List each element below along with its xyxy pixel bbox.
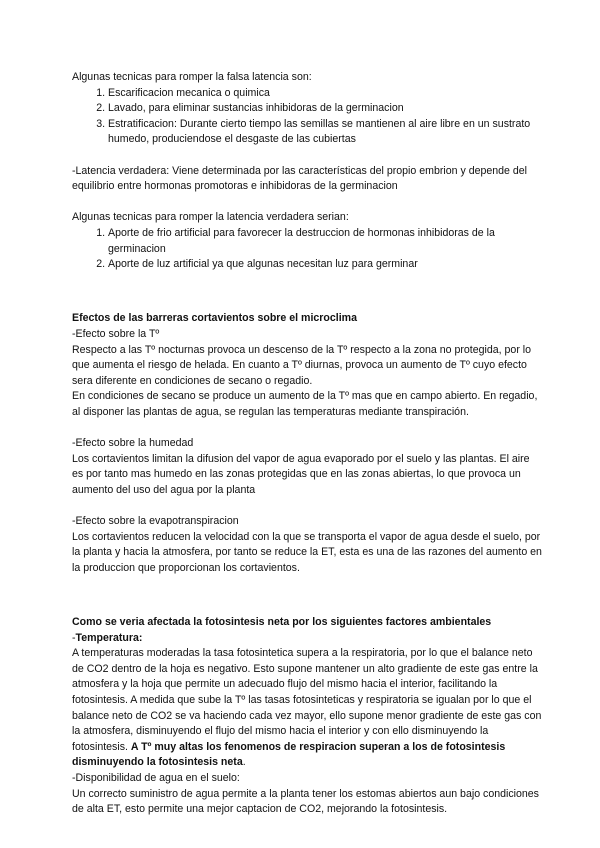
windbreak-heading: Efectos de las barreras cortavientos sobre el microclima — [72, 312, 357, 325]
paragraph-text: A temperaturas moderadas la tasa fotosintetica supera a la respiratoria, por lo que el balance neto de CO2 dentro de la hoja es negativo. Esto supone mantener un alto gradiente de este gas entre la atmosfera y la hoja que permite un adecuado flujo del mismo hacia el interior, facilitando la fotosintesis. A medida que sube la Tº las tasas fotosinteticas y respiratoria se igualan por lo que el balance neto de CO2 se va haciendo cada vez mayor, ello supone menor gradiente de este gas con la atmosfera, disminuyendo el flujo del mismo hacia el interior y con ello disminuyendo la fotosintesis. — [72, 647, 542, 753]
list-item: 2. Aporte de luz artificial ya que algunas necesitan luz para germinar — [108, 257, 542, 273]
list-item: 3. Estratificacion: Durante cierto tiempo las semillas se mantienen al aire libre en un sustrato humedo, produciendose el desgaste de las cubiertas — [108, 117, 542, 148]
document-body — [72, 70, 542, 818]
label-prefix: - — [72, 631, 76, 644]
list-item: 1. Aporte de frio artificial para favorecer la destruccion de hormonas inhibidoras de la germinacion — [108, 226, 542, 257]
true-latency-list — [72, 226, 542, 273]
true-latency-intro: Algunas tecnicas para romper la latencia verdadera serian: — [72, 211, 349, 224]
list-item: 1. Escarificacion mecanica o quimica — [108, 86, 542, 102]
water-factor-paragraph: Un correcto suministro de agua permite a la planta tener los estomas abiertos aun bajo condiciones de alta ET, esto permite una mejor captacion de CO2, mejorando la fotosintesis. — [72, 787, 539, 816]
true-latency-paragraph: -Latencia verdadera: Viene determinada por las características del propio embrion y depende del equilibrio entre hormonas promotoras e inhibidoras de la germinacion — [72, 164, 528, 193]
paragraph-bold-text: A Tº muy altas los fenomenos de respiracion superan a los de fotosintesis disminuyendo la fotosintesis neta — [72, 740, 506, 769]
humidity-paragraph: Los cortavientos limitan la difusion del vapor de agua evaporado por el suelo y las plantas. El aire es por tanto mas humedo en las zonas protegidas que en las zonas abiertas, lo que provoca un aumento del uso del agua por la planta — [72, 452, 530, 496]
water-factor-label: -Disponibilidad de agua en el suelo: — [72, 771, 240, 784]
false-latency-intro: Algunas tecnicas para romper la falsa latencia son: — [72, 71, 312, 83]
paragraph-end: . — [242, 756, 246, 769]
temperature-factor-label — [72, 631, 542, 647]
false-latency-list — [72, 86, 542, 148]
evapotranspiration-paragraph: Los cortavientos reducen la velocidad con la que se transporta el vapor de agua desde el suelo, por la planta y hacia la atmosfera, por tanto se reduce la ET, esta es una de las razones del aumento en la produccion que proporcionan los cortavientos. — [72, 530, 542, 574]
label-text: Temperatura: — [75, 631, 143, 644]
temperature-label: -Efecto sobre la Tº — [72, 327, 160, 340]
evapotranspiration-label: -Efecto sobre la evapotranspiracion — [72, 515, 239, 528]
temperature-paragraph-1: Respecto a las Tº nocturnas provoca un descenso de la Tº respecto a la zona no protegida, por lo que aumenta el riesgo de helada. En cuanto a Tº diurnas, provoca un aumento de Tº cuyo efecto sera diferente en condiciones de secano o regadio. — [72, 343, 532, 387]
temperature-factor-paragraph — [72, 646, 542, 771]
photosynthesis-heading: Como se veria afectada la fotosintesis neta por los siguientes factores ambientales — [72, 616, 492, 628]
humidity-label: -Efecto sobre la humedad — [72, 437, 194, 450]
temperature-paragraph-2: En condiciones de secano se produce un aumento de la Tº mas que en campo abierto. En regadio, al disponer las plantas de agua, se regulan las temperaturas mediante transpiración. — [72, 390, 538, 418]
list-item: 2. Lavado, para eliminar sustancias inhibidoras de la germinacion — [108, 101, 542, 117]
